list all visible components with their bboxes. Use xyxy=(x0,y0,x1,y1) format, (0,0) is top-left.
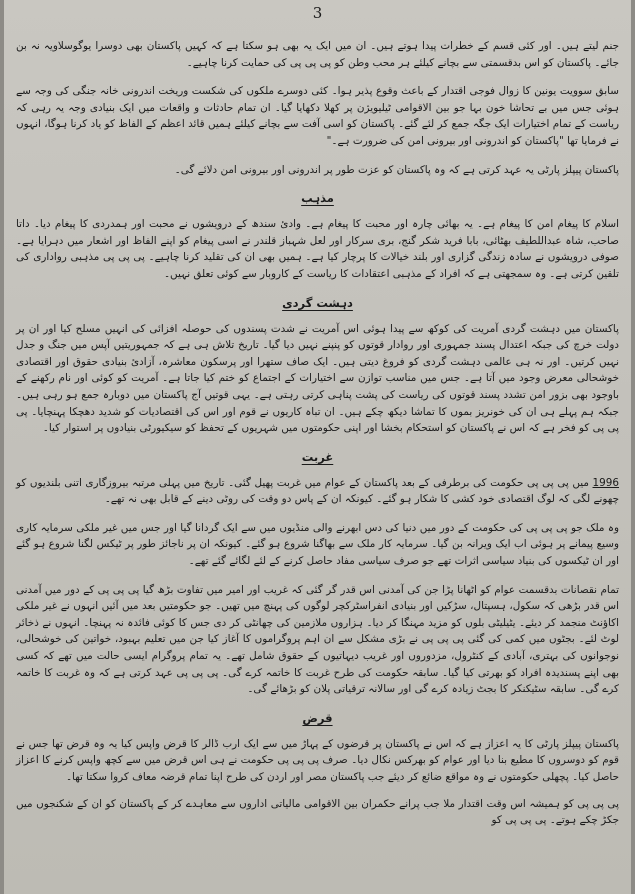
poverty-paragraph-2: وہ ملک جو پی پی پی کی حکومت کے دور میں دنیا کی دس ابھرنے والی منڈیوں میں سے ایک گردانا گیا اور جس میں غیر ملکی سرمایہ کاری وسیع پیمانے پر ہوئی اب ایک ویرانہ بن گیا۔ سرمایہ کار ملک سے بھاگنا شروع ہو گئے۔ کیونکہ ان پر ناجائز طور پر ٹیکس لگنا شروع ہو گئے اور ان ٹیکسوں کی بنیاد سیاسی اثرات تھے جو صرف سیاسی مفاد حاصل کرنے کے لئے لگائے گئے تھے۔ xyxy=(16,521,619,568)
poverty-paragraph-3: تمام نقصانات بدقسمت عوام کو اٹھانا پڑا جن کی آمدنی اس قدر گر گئی کہ غریب اور امیر میں تفاوت بڑھ گیا پی پی پی کے دور میں آمدنی اس قدر بڑھی کہ سکول، ہسپتال، سڑکیں اور بنیادی انفراسٹرکچر لوگوں کی پہنچ میں تھیں۔ جو حکومتیں بعد میں آئیں انہوں نے غیر ملکی اکاؤنٹ منجمد کر دیئے۔ یٹیلیٹی بلوں کو مزید مہنگا کر دیا۔ ہزاروں ملازمین کی چھانٹی کر دی جس کا کوئی فائدہ نہ پہنچا۔ انہوں نے ذخائر لوٹ لئے۔ بجٹوں میں کمی کی گئی پی پی پی نے بڑی مشکل سے ان اہم پروگراموں کا آغاز کیا جن میں تعلیم بہبود، خواتین کی خوشحالی، نوجوانوں کی بہتری، آبادی کے کنٹرول، مزدوروں اور غریب دیہاتیوں کے حقوق شامل تھے۔ یہ تمام پروگرام ایسی حالت میں تھے کہ کسی بھی اپنے پسندیدہ افراد کو بھرتی کیا گیا۔ سابقہ حکومت کی طرح غربت کا خاتمہ کرے گی۔ پی پی پی عہد کرتی ہے کہ وہ غربت کا خاتمہ کرے گی۔ سابقہ سٹیکنکر کا بجٹ زیادہ کرے گی اور سالانہ ترقیاتی پلان کو بڑھائے گی۔ xyxy=(16,583,619,696)
debt-paragraph-2: پی پی پی کو ہمیشہ اس وقت اقتدار ملا جب پرانے حکمران بین الاقوامی مالیاتی اداروں سے معاہدے کر کے پاکستان کو ان کے شکنجوں میں جکڑ چکے ہوتے۔ پی پی پی کو xyxy=(16,797,619,827)
manifesto-text xyxy=(16,38,619,894)
intro-paragraph-1: جنم لیتے ہیں۔ اور کئی قسم کے خطرات پیدا ہوتے ہیں۔ ان میں ایک یہ بھی ہو سکتا ہے کہ کہیں پاکستان بھی دوسرا یوگوسلاویہ نہ بن جائے۔ پاکستان کو اس بدقسمتی سے بچانے کیلئے ہر محب وطن کو پی پی پی کی حمایت کرنا چاہیے۔ xyxy=(16,40,619,69)
debt-paragraph-1: پاکستان پیپلز پارٹی کا یہ اعزاز ہے کہ اس نے پاکستان پر قرضوں کے پہاڑ میں سے ایک ارب ڈالر کا قرض واپس کیا یہ وہ قرض تھا جس نے قوم کو دوسروں کا مطیع بنا دیا اور عوام کو بھرکس نکال دیا۔ صرف پی پی پی حکومت نے ہی اس قرض میں سے کچھ واپس کرنے کا اعزاز حاصل کیا۔ پچھلی حکومتوں نے وہ مواقع ضائع کر دیئے جب پاکستان مصر اور اردن کی طرح اپنا تمام قرضہ معاف کروا سکتا تھا۔ xyxy=(16,737,619,783)
poverty-year: 1996 xyxy=(592,476,619,489)
section-heading-religion: مذہب xyxy=(301,191,334,206)
poverty-paragraph-1-text: میں پی پی پی حکومت کی برطرفی کے بعد پاکستان کے عوام میں غربت پھیل گئی۔ تاریخ میں پہلی مرتبہ بیروزگاری اتنی بلندیوں کو چھونے لگی کہ لوگ اقتصادی خود کشی کا شکار ہو گئے۔ کیونکہ ان کے پاس دو وقت کی روٹی دینے کے قابل بھی نہ تھے۔ xyxy=(16,476,619,506)
religion-paragraph: اسلام کا پیغام امن کا پیغام ہے۔ یہ بھائی چارہ اور محبت کا پیغام ہے۔ وادیٔ سندھ کے درویشوں نے محبت اور ہمدردی کا پیغام دیا۔ داتا صاحب، شاہ عبداللطیف بھٹائی، بابا فرید شکر گنج، بری سرکار اور لعل شہباز قلندر نے اسی پیغام کو اپنے الفاظ اور اشعار میں دہرایا ہے۔ صوفی درویشوں نے سادہ زندگی گزاری اور بلند خیالات کا پرچار کیا ہے۔ ہمیں بھی ان کی تقلید کرنا چاہیے۔ پی پی پی مذہبی رواداری کی تلقین کرتی ہے۔ وہ سمجھتی ہے کہ افراد کے مذہبی اعتقادات کا ریاست کے کاروبار سے کوئی تعلق نہیں۔ xyxy=(16,218,619,280)
document-page xyxy=(4,0,631,894)
section-heading-terrorism: دہشت گردی xyxy=(282,295,353,310)
section-heading-poverty: غربت xyxy=(301,449,334,464)
page-number: 3 xyxy=(312,4,323,22)
poverty-paragraph-1 xyxy=(16,475,619,508)
intro-paragraph-2: سابق سوویت یونین کا زوال فوجی اقتدار کے باعث وقوع پذیر ہوا۔ کئی دوسرے ملکوں کی شکست وریخت اندرونی خانہ جنگی کی وجہ سے ہوئی جس میں بے تحاشا خون بہا جو بین الاقوامی ٹیلیویژن پر کھلا دکھایا گیا۔ ان تمام حادثات و واقعات میں ایک بنیادی وجہ یہ رہی کہ ریاست کے تمام اختیارات ایک جگہ جمع کر لئے گئے۔ پاکستان کو اسی آفت سے بچانے کیلئے ہمیں قائد اعظم کے الفاظ کو یاد کرنا ہوگا، انہوں نے فرمایا تھا "پاکستان کو اندرونی اور بیرونی امن کی ضرورت ہے۔" xyxy=(16,85,619,147)
intro-paragraph-3: پاکستان پیپلز پارٹی یہ عہد کرتی ہے کہ وہ پاکستان کو عزت طور پر اندرونی اور بیرونی امن دلائے گی۔ xyxy=(174,163,619,176)
terrorism-paragraph: پاکستان میں دہشت گردی آمریت کی کوکھ سے پیدا ہوئی اس آمریت نے شدت پسندوں کی حوصلہ افزائی کی انہیں مسلح کیا اور ان پر دولت خرچ کی جبکہ اعتدال پسند جمہوری اور روادار قوتوں کو پنپنے نہیں دیا گیا۔ تاریخ تلاش ہی ہے کہ جمہوریتیں آپس میں جنگ و جدل نہیں کرتیں۔ اور نہ ہی عالمی دہشت گردی کو فروغ دیتی ہیں۔ ایک صاف ستھرا اور پرسکون معاشرہ، آزادیٔ بنیادی حقوق اور اقتصادی خوشحالی معرض وجود میں آتا ہے۔ جس میں مناسب توازن سے اختیارات کے اجتماع کو ختم کیا جاتا ہے۔ آمریت کو کوئی اور نام رکھنے کے باوجود بھی بزور امن تشدد پسند قوتوں کی ریاست کی پشت پناہی کرتی رہتی ہے۔ یہی قوتیں آج پاکستان میں دوبارہ جمع ہو رہی ہیں۔ جبکہ ہم پہلے ہی ان کی خونریز بموں کا تماشا دیکھ چکے ہیں۔ ان تباہ کاریوں نے قوم اور اس کی اقتصادیات کو شدید دھچکا پہنچایا۔ پی پی پی کو فخر ہے کہ اس نے پاکستان کو استحکام بخشا اور اپنی حکومتوں میں شہریوں کے تحفظ کو سیکیورٹی بنیادوں پر استوار کیا۔ xyxy=(16,322,619,435)
section-heading-debt: قرض xyxy=(302,710,333,725)
